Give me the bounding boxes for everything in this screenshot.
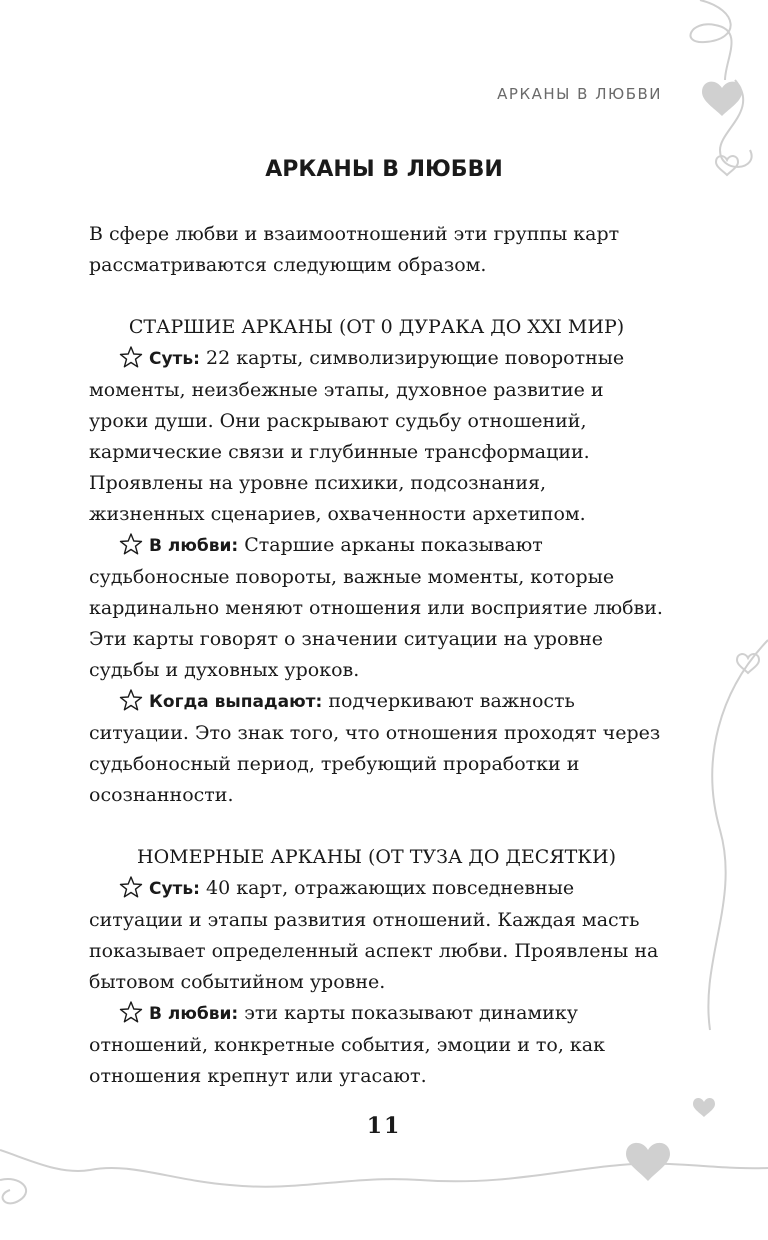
top-right-swirl	[691, 0, 732, 80]
bottom-left-curl	[0, 1179, 26, 1203]
page-body	[89, 219, 664, 1092]
star-outline-icon	[119, 1001, 143, 1023]
heart-icon	[702, 82, 742, 116]
list-item: В любви: Старшие арканы показывают судьбоносные повороты, важные моменты, которые кардинально меняют отношения или восприятие любви. Эти карты говорят о значении ситуации на уровне судьбы и духовных уроков.	[89, 534, 663, 681]
intro-paragraph: В сфере любви и взаимоотношений эти группы карт рассматриваются следующим образом.	[89, 223, 620, 276]
section-heading: НОМЕРНЫЕ АРКАНЫ (ОТ ТУЗА ДО ДЕСЯТКИ)	[137, 846, 616, 868]
star-outline-icon	[119, 533, 143, 555]
page-number: 11	[366, 1113, 402, 1139]
running-head: АРКАНЫ В ЛЮБВИ	[497, 85, 662, 103]
right-upper-swirl	[720, 80, 752, 167]
heart-icon	[626, 1143, 670, 1181]
section-heading: СТАРШИЕ АРКАНЫ (ОТ 0 ДУРАКА ДО XXI МИР)	[128, 316, 625, 338]
heart-icon	[737, 654, 759, 673]
list-item: Суть: 40 карт, отражающих повседневные ситуации и этапы развития отношений. Каждая масть показывает определенный аспект любви. Проявлены на бытовом событийном уровне.	[89, 877, 659, 993]
star-outline-icon	[119, 689, 143, 711]
list-item: Суть: 22 карты, символизирующие поворотные моменты, неизбежные этапы, духовное развитие и уроки души. Они раскрывают судьбу отношений, кармические связи и глубинные трансформации. Проявлены на уровне психики, подсознания, жизненных сценариев, охваченности архетипом.	[89, 347, 625, 525]
right-side-swirl	[708, 640, 768, 1030]
star-outline-icon	[119, 346, 143, 368]
list-item: В любви: эти карты показывают динамику отношений, конкретные события, эмоции и то, как отношения крепнут или угасают.	[89, 1002, 606, 1087]
page-title: АРКАНЫ В ЛЮБВИ	[265, 157, 503, 182]
bottom-swirl	[0, 1150, 768, 1187]
list-item: Когда выпадают: подчеркивают важность ситуации. Это знак того, что отношения проходят через судьбоносный период, требующий проработки и осознанности.	[89, 690, 661, 806]
star-outline-icon	[119, 876, 143, 898]
